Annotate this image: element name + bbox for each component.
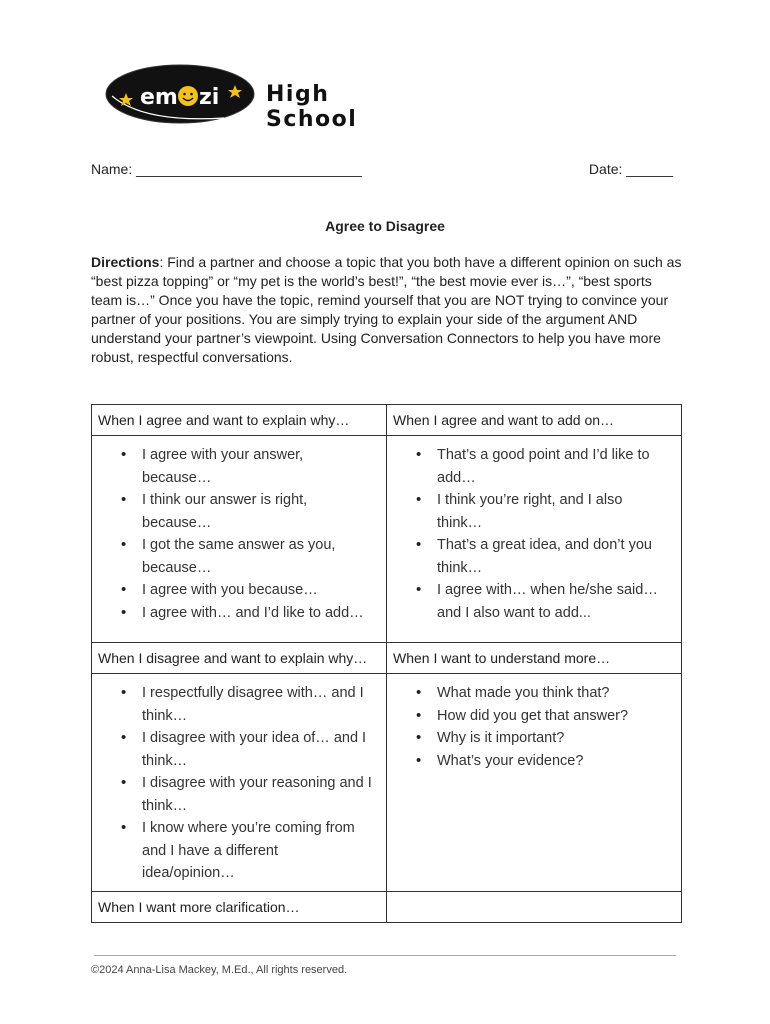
heading-disagree-explain: When I disagree and want to explain why… <box>92 643 387 674</box>
list-item: • I think our answer is right, because… <box>142 489 380 534</box>
name-field <box>91 161 362 177</box>
conversation-connectors-table <box>91 404 682 923</box>
heading-understand-more: When I want to understand more… <box>387 643 682 674</box>
page-title: Agree to Disagree <box>325 218 445 234</box>
heading-agree-add: When I agree and want to add on… <box>387 405 682 436</box>
list-item: • I know where you’re coming from and I have a different idea/opinion… <box>142 817 380 885</box>
list-item: • I disagree with your reasoning and I think… <box>142 772 380 817</box>
logo <box>104 63 404 132</box>
heading-clarification: When I want more clarification… <box>92 891 387 922</box>
agree-add-list <box>417 444 675 624</box>
list-item: • That’s a good point and I’d like to add… <box>437 444 675 489</box>
cell-understand-more <box>387 674 682 892</box>
svg-text:em: em <box>140 85 178 110</box>
list-item: • I disagree with your idea of… and I think… <box>142 727 380 772</box>
emozi-logo-icon <box>104 63 256 125</box>
footer-divider <box>94 955 676 956</box>
cell-agree-explain <box>92 436 387 643</box>
empty-cell <box>387 891 682 922</box>
name-label: Name: <box>91 161 133 177</box>
list-item: • What’s your evidence? <box>437 750 675 773</box>
list-item: • I agree with your answer, because… <box>142 444 380 489</box>
list-item: • Why is it important? <box>437 727 675 750</box>
directions-label: Directions <box>91 254 160 270</box>
school-level-label: High School <box>266 82 358 132</box>
cell-disagree-explain <box>92 674 387 892</box>
list-item: • I think you’re right, and I also think… <box>437 489 675 534</box>
understand-more-list <box>417 682 675 772</box>
heading-agree-explain: When I agree and want to explain why… <box>92 405 387 436</box>
date-blank: ______ <box>626 161 673 177</box>
directions-paragraph <box>91 253 683 367</box>
date-field <box>589 161 673 177</box>
cell-agree-add <box>387 436 682 643</box>
list-item: • I respectfully disagree with… and I think… <box>142 682 380 727</box>
agree-explain-list <box>122 444 380 624</box>
disagree-explain-list <box>122 682 380 885</box>
list-item: • How did you get that answer? <box>437 705 675 728</box>
list-item: • That’s a great idea, and don’t you think… <box>437 534 675 579</box>
list-item: • I got the same answer as you, because… <box>142 534 380 579</box>
svg-text:zi: zi <box>199 85 220 110</box>
list-item: • I agree with… and I’d like to add… <box>142 602 380 625</box>
list-item: • I agree with you because… <box>142 579 380 602</box>
list-item: • I agree with… when he/she said… and I also want to add... <box>437 579 675 624</box>
directions-text: : Find a partner and choose a topic that you both have a different opinion on such as “best pizza topping” or “my pet is the world’s best!”, “the best movie ever is…”, “best sports team is…” Once you have the topic, remind yourself that you are NOT trying to convince your partner of your positions. You are simply trying to explain your side of the argument AND understand your partner’s viewpoint. Using Conversation Connectors to help you have more robust, respectful conversations. <box>91 254 682 365</box>
name-blank: _____________________________ <box>136 161 362 177</box>
date-label: Date: <box>588 161 623 177</box>
copyright-footer: ©2024 Anna-Lisa Mackey, M.Ed., All rights reserved. <box>91 964 348 976</box>
list-item: • What made you think that? <box>437 682 675 705</box>
